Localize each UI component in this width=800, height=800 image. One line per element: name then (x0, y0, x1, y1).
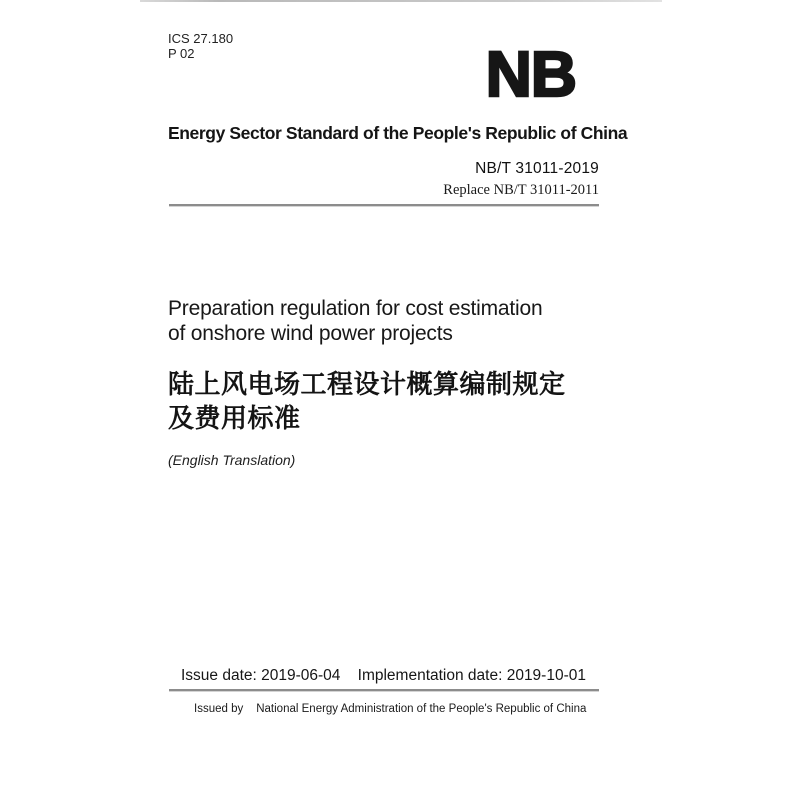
title-english-line2: of onshore wind power projects (168, 321, 453, 345)
translation-note: (English Translation) (168, 452, 296, 468)
title-chinese (168, 367, 600, 435)
title-english-line1: Preparation regulation for cost estimation (168, 297, 543, 320)
replaced-standard-note: Replace NB/T 31011-2011 (443, 182, 599, 198)
standard-type-line: Energy Sector Standard of the People's Republic of China (168, 123, 628, 143)
footer-divider-rule (169, 689, 599, 691)
issued-by-label: Issued by (194, 703, 244, 715)
doc-class-code: P 02 (168, 46, 195, 61)
title-english (168, 297, 600, 346)
title-chinese-line2: 及费用标准 (168, 403, 301, 433)
cover-content (168, 0, 628, 800)
nb-standard-logo: NB (485, 38, 576, 110)
ics-code: ICS 27.180 (168, 31, 234, 46)
dates-row (168, 667, 600, 685)
ics-classification-block (168, 31, 233, 61)
issuer-name: National Energy Administration of the People's Republic of China (256, 703, 587, 715)
issue-date: Issue date: 2019-06-04 (181, 667, 341, 684)
implementation-date: Implementation date: 2019-10-01 (357, 667, 586, 684)
title-chinese-line1: 陆上风电场工程设计概算编制规定 (168, 369, 566, 399)
standard-number: NB/T 31011-2019 (475, 160, 599, 177)
issuer-row (168, 703, 600, 715)
header-divider-rule (169, 204, 599, 206)
